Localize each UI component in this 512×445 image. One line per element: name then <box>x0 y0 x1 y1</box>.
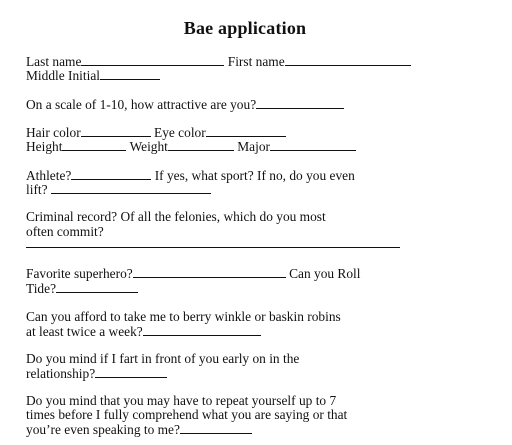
attractive-blank[interactable] <box>256 96 344 109</box>
repeat-question-1: Do you mind that you may have to repeat yourself up to 7 <box>26 393 337 408</box>
repeat-question-2: times before I fully comprehend what you are saying or that <box>26 407 348 422</box>
attractive-row <box>26 96 344 113</box>
afford-blank[interactable] <box>143 323 261 336</box>
last-name-label: Last name <box>26 54 82 69</box>
lift-label: lift? <box>26 182 48 197</box>
height-weight-major-row <box>26 138 356 155</box>
repeat-row-3 <box>26 421 252 438</box>
criminal-row-1 <box>26 209 326 225</box>
tide-row <box>26 280 138 297</box>
weight-blank[interactable] <box>168 138 234 151</box>
afford-question-1: Can you afford to take me to berry winkle or baskin robins <box>26 309 341 324</box>
fart-row-2 <box>26 365 167 382</box>
lift-blank[interactable] <box>51 181 211 194</box>
criminal-question-2: often commit? <box>26 224 104 239</box>
repeat-blank[interactable] <box>180 421 252 434</box>
tide-blank[interactable] <box>56 280 138 293</box>
superhero-label: Favorite superhero? <box>26 266 133 281</box>
criminal-blank[interactable] <box>26 235 400 248</box>
tide-label: Tide? <box>26 281 57 296</box>
athlete-blank[interactable] <box>71 167 151 180</box>
roll-tide-label: Can you Roll <box>289 266 361 281</box>
hair-color-blank[interactable] <box>81 124 151 137</box>
first-name-blank[interactable] <box>285 53 411 66</box>
criminal-blank-row <box>26 235 400 252</box>
hair-color-label: Hair color <box>26 125 81 140</box>
afford-row-2 <box>26 323 261 340</box>
eye-color-label: Eye color <box>154 125 206 140</box>
fart-question-1: Do you mind if I fart in front of you early on in the <box>26 351 300 366</box>
height-blank[interactable] <box>62 138 126 151</box>
major-blank[interactable] <box>270 138 356 151</box>
major-label: Major <box>237 139 270 154</box>
middle-initial-blank[interactable] <box>100 67 160 80</box>
middle-initial-label: Middle Initial <box>26 68 101 83</box>
weight-label: Weight <box>129 139 168 154</box>
athlete-label: Athlete? <box>26 168 72 183</box>
criminal-question-1: Criminal record? Of all the felonies, which do you most <box>26 209 326 224</box>
repeat-question-3: you’re even speaking to me? <box>26 422 180 437</box>
lift-row <box>26 181 211 198</box>
fart-question-2: relationship? <box>26 366 96 381</box>
eye-color-blank[interactable] <box>206 124 286 137</box>
attractive-question: On a scale of 1-10, how attractive are you? <box>26 97 257 112</box>
height-label: Height <box>26 139 63 154</box>
last-name-blank[interactable] <box>81 53 224 66</box>
first-name-label: First name <box>227 54 285 69</box>
afford-question-2: at least twice a week? <box>26 324 143 339</box>
athlete-followup: If yes, what sport? If no, do you even <box>154 168 355 183</box>
page-title: Bae application <box>183 18 307 38</box>
fart-blank[interactable] <box>95 365 167 378</box>
middle-initial-row <box>26 67 160 84</box>
superhero-blank[interactable] <box>133 265 286 278</box>
